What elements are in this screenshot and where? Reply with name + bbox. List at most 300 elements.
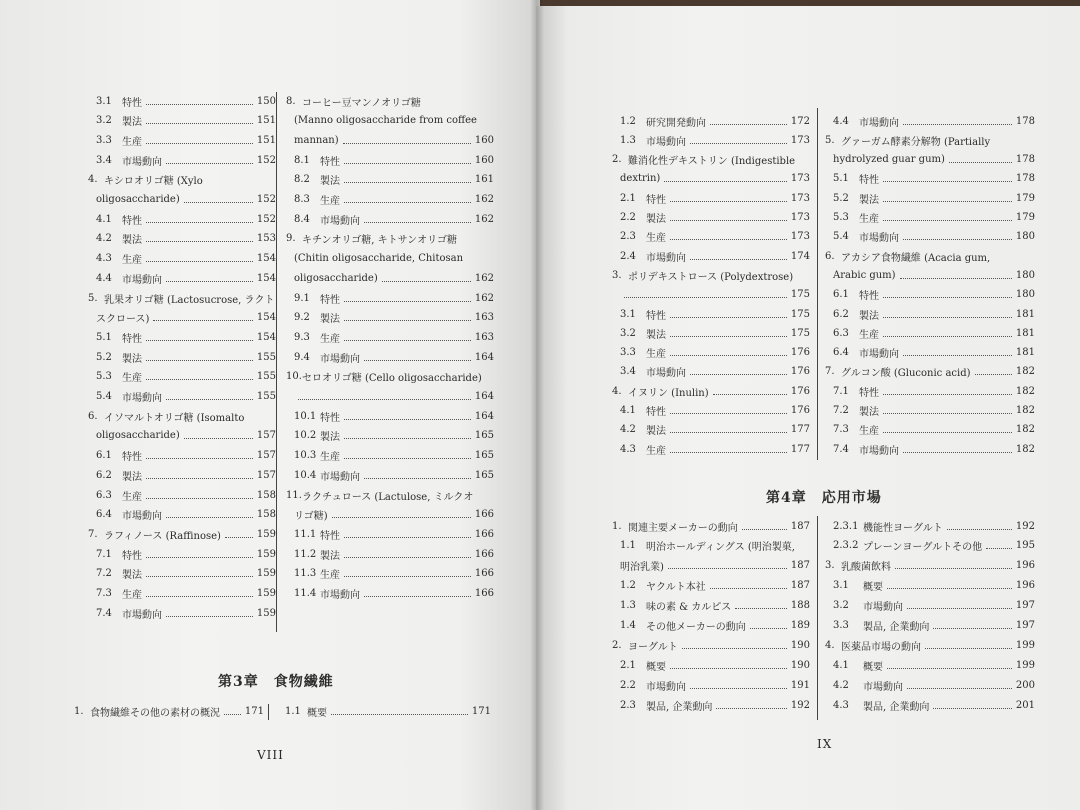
toc-entry <box>620 324 810 342</box>
toc-entry-title: 生産 <box>122 255 142 267</box>
toc-leader-dots <box>298 399 471 400</box>
toc-entry-number: 6.2 <box>96 469 112 481</box>
toc-entry-page: 162 <box>474 213 494 225</box>
toc-entry <box>620 676 810 694</box>
toc-entry-page: 172 <box>790 115 810 127</box>
toc-leader-dots <box>907 608 1012 609</box>
toc-leader-dots <box>166 616 253 617</box>
toc-entry-number: 10.4 <box>294 469 317 481</box>
toc-entry-number: 7.3 <box>833 424 849 436</box>
toc-entry-page: 173 <box>790 173 810 185</box>
toc-entry <box>294 506 494 524</box>
toc-entry-page: 177 <box>790 424 810 436</box>
toc-entry-title: 特性 <box>122 215 142 227</box>
toc-entry-number: 6.2 <box>833 308 849 320</box>
toc-leader-dots <box>925 648 1012 649</box>
toc-entry-page: 151 <box>256 115 276 127</box>
toc-entry-number: 8.1 <box>294 154 310 166</box>
toc-entry-title: 生産 <box>859 214 879 225</box>
toc-entry-page: 153 <box>256 233 276 245</box>
toc-entry-page: 178 <box>1015 115 1035 127</box>
toc-entry <box>833 228 1035 246</box>
toc-entry-number: 4.4 <box>833 115 849 127</box>
toc-leader-dots <box>670 432 787 433</box>
toc-entry <box>88 171 276 189</box>
toc-entry-page: 164 <box>474 351 494 363</box>
toc-entry-number: 3. <box>612 269 622 281</box>
toc-entry-page: 180 <box>1015 231 1035 243</box>
toc-entry-title: 市場動向 <box>320 590 360 601</box>
toc-entry-title: 概要 <box>863 661 883 673</box>
toc-entry-page: 196 <box>1015 560 1035 572</box>
toc-entry <box>285 702 491 720</box>
toc-entry <box>833 517 1035 535</box>
toc-entry-number: 7.4 <box>833 443 849 455</box>
page-number-left: VIII <box>257 748 284 762</box>
toc-entry <box>294 210 494 228</box>
toc-entry-page: 190 <box>790 639 810 651</box>
toc-entry-number: 5.2 <box>833 192 849 204</box>
toc-entry-page: 152 <box>256 154 276 166</box>
toc-entry <box>833 402 1035 420</box>
toc-entry-page: 161 <box>474 174 494 186</box>
toc-entry-title: 市場動向 <box>122 511 162 523</box>
toc-entry-title: ラフィノース (Raffinose) <box>104 530 221 542</box>
toc-entry-title: スクロース) <box>96 314 150 326</box>
toc-entry <box>294 309 494 327</box>
toc-entry-title: 製法 <box>122 570 142 582</box>
toc-leader-dots <box>146 458 253 459</box>
toc-entry-title: 生産 <box>320 333 340 345</box>
toc-leader-dots <box>670 336 787 337</box>
toc-entry-page: 199 <box>1015 659 1035 671</box>
toc-entry <box>96 92 276 110</box>
toc-entry <box>96 309 276 327</box>
toc-leader-dots <box>690 374 787 375</box>
toc-entry-number: 6. <box>825 250 835 262</box>
toc-leader-dots <box>146 379 253 380</box>
toc-leader-dots <box>903 239 1012 240</box>
toc-entry-page: 159 <box>256 548 276 560</box>
toc-leader-dots <box>713 394 787 395</box>
toc-entry-title: 製法 <box>122 235 142 247</box>
toc-entry <box>96 604 276 622</box>
toc-entry-number: 6.4 <box>96 509 112 521</box>
toc-entry-number: 3.4 <box>620 366 636 378</box>
toc-leader-dots <box>710 124 787 125</box>
toc-entry <box>294 348 494 366</box>
toc-entry <box>620 209 810 227</box>
toc-entry-title: 生産 <box>320 196 340 207</box>
toc-entry-title: 市場動向 <box>122 274 162 286</box>
toc-leader-dots <box>364 596 471 597</box>
toc-entry-page: 154 <box>256 253 276 265</box>
toc-leader-dots <box>343 143 471 144</box>
toc-entry-number: 5.2 <box>96 351 112 363</box>
toc-leader-dots <box>887 588 1012 589</box>
toc-entry <box>825 557 1035 575</box>
toc-entry-page: 192 <box>1015 520 1035 532</box>
toc-entry <box>294 585 494 603</box>
toc-leader-dots <box>166 399 253 400</box>
toc-entry-page: 190 <box>790 659 810 671</box>
toc-leader-dots <box>146 557 253 558</box>
toc-entry <box>294 171 494 189</box>
toc-entry-page: 174 <box>790 250 810 262</box>
toc-entry-page: 171 <box>471 705 491 717</box>
toc-entry-number: 4.2 <box>620 424 636 436</box>
toc-entry-page: 196 <box>1015 580 1035 592</box>
toc-leader-dots <box>690 143 787 144</box>
toc-entry-title: 製法 <box>122 471 142 483</box>
toc-entry <box>612 382 810 400</box>
toc-entry <box>286 486 494 504</box>
toc-entry-number: 3.4 <box>96 154 112 166</box>
toc-entry-page: 173 <box>790 212 810 223</box>
toc-entry-title: イソマルトオリゴ糖 (Isomalto <box>104 412 245 424</box>
toc-entry-number: 3.1 <box>833 580 849 592</box>
toc-entry-number: 11.1 <box>294 528 317 540</box>
toc-leader-dots <box>903 452 1012 453</box>
toc-entry-title: イヌリン (Inulin) <box>628 387 709 399</box>
toc-entry-page: 164 <box>474 410 494 422</box>
toc-leader-dots <box>690 259 787 260</box>
toc-entry-title: 特性 <box>122 333 142 345</box>
toc-leader-dots <box>344 320 471 321</box>
toc-entry-title: 生産 <box>122 590 142 601</box>
toc-entry <box>96 328 276 346</box>
toc-entry <box>620 696 810 714</box>
toc-leader-dots <box>903 124 1012 125</box>
toc-leader-dots <box>344 419 471 420</box>
toc-entry <box>620 305 810 323</box>
toc-leader-dots <box>670 452 787 453</box>
toc-entry-page: 178 <box>1015 173 1035 185</box>
toc-entry-page: 157 <box>256 450 276 462</box>
toc-entry <box>620 421 810 439</box>
toc-entry <box>96 191 276 209</box>
left-column-divider <box>276 92 277 632</box>
toc-entry <box>833 577 1035 595</box>
toc-entry-page: 163 <box>474 312 494 324</box>
toc-leader-dots <box>933 628 1012 629</box>
toc-entry-title: 特性 <box>859 387 879 399</box>
toc-leader-dots <box>883 336 1012 337</box>
toc-entry-page: 166 <box>474 588 494 599</box>
toc-entry-title: 製法 <box>646 214 666 225</box>
toc-entry-number: 11.3 <box>294 568 317 580</box>
toc-leader-dots <box>986 548 1012 549</box>
toc-entry-page: 176 <box>790 347 810 359</box>
toc-entry <box>833 209 1035 227</box>
toc-entry <box>96 388 276 406</box>
toc-entry-title: 明治乳業) <box>620 562 664 574</box>
toc-entry-number: 4.4 <box>96 272 112 284</box>
toc-entry <box>294 131 494 149</box>
toc-entry <box>825 636 1035 654</box>
toc-leader-dots <box>735 608 787 609</box>
toc-entry-title: 市場動向 <box>859 349 899 361</box>
toc-leader-dots <box>146 123 253 124</box>
toc-entry-number: 7.2 <box>96 568 112 580</box>
toc-entry <box>620 656 810 674</box>
toc-leader-dots <box>332 517 471 518</box>
toc-entry-number: 6.3 <box>833 327 849 339</box>
toc-entry-number: 2.3 <box>620 699 636 711</box>
toc-entry <box>612 266 810 284</box>
toc-leader-dots <box>184 438 253 439</box>
toc-entry-number: 7.1 <box>833 385 849 397</box>
toc-entry-number: 1.3 <box>620 134 636 146</box>
toc-entry <box>294 250 494 268</box>
toc-entry-page: 154 <box>256 272 276 284</box>
toc-leader-dots <box>690 688 787 689</box>
toc-entry-title: oligosaccharide) <box>294 272 378 284</box>
toc-entry-number: 2.3.1 <box>833 520 859 532</box>
toc-entry-page: 197 <box>1015 620 1035 631</box>
toc-entry-page: 176 <box>790 405 810 416</box>
toc-entry-title: 特性 <box>859 291 879 303</box>
toc-entry <box>96 545 276 563</box>
toc-entry <box>96 269 276 287</box>
toc-entry-page: 159 <box>256 528 276 540</box>
right-column-divider-bottom <box>817 516 818 720</box>
toc-entry <box>620 537 810 555</box>
toc-entry-title: 製法 <box>859 194 879 206</box>
toc-entry-page: 201 <box>1015 699 1035 711</box>
toc-entry-number: 4. <box>612 385 622 397</box>
toc-entry <box>294 565 494 583</box>
toc-entry <box>833 382 1035 400</box>
toc-entry-page: 192 <box>790 699 810 711</box>
toc-entry-page: 150 <box>256 95 276 107</box>
toc-leader-dots <box>883 394 1012 395</box>
toc-entry-title: 特性 <box>122 452 142 464</box>
toc-entry-page: 189 <box>790 620 810 631</box>
toc-entry <box>833 344 1035 362</box>
toc-entry-number: 2.1 <box>620 192 636 204</box>
toc-entry-page: 182 <box>1015 443 1035 455</box>
toc-entry-page: 164 <box>474 391 494 402</box>
chapter-3-heading: 第3章 食物繊維 <box>218 674 334 690</box>
toc-entry-title: 製法 <box>320 550 340 562</box>
toc-leader-dots <box>670 220 787 221</box>
toc-entry-page: 179 <box>1015 192 1035 204</box>
toc-entry-number: 2. <box>612 639 622 651</box>
toc-leader-dots <box>364 222 471 223</box>
toc-leader-dots <box>146 498 253 499</box>
toc-entry-number: 1.4 <box>620 620 636 631</box>
toc-leader-dots <box>344 576 471 577</box>
toc-entry-title: ヤクルト本社 <box>646 582 706 594</box>
toc-entry-number: 4.3 <box>96 253 112 265</box>
toc-leader-dots <box>883 413 1012 414</box>
page-number-right: IX <box>817 737 833 751</box>
toc-entry-title: 研究開発動向 <box>646 117 706 129</box>
toc-leader-dots <box>887 668 1012 669</box>
toc-entry-title: 機能性ヨーグルト <box>863 522 943 534</box>
toc-entry-number: 5.4 <box>833 231 849 243</box>
toc-entry-title: (Manno oligosaccharide from coffee <box>294 115 477 127</box>
toc-entry-title: 関連主要メーカーの動向 <box>628 522 738 534</box>
toc-entry-number: 8.4 <box>294 213 310 225</box>
toc-entry-title: 明治ホールディングス (明治製菓, <box>646 542 795 554</box>
toc-entry-title: 製法 <box>122 353 142 365</box>
toc-leader-dots <box>166 163 253 164</box>
toc-entry-number: 5.3 <box>833 212 849 223</box>
toc-leader-dots <box>883 181 1012 182</box>
toc-entry <box>620 228 810 246</box>
toc-entry-title: oligosaccharide) <box>96 430 180 442</box>
toc-entry-number: 2.1 <box>620 659 636 671</box>
toc-entry-title: mannan) <box>294 134 339 146</box>
toc-entry-number: 6.4 <box>833 347 849 359</box>
toc-entry-title: アカシア食物繊維 (Acacia gum, <box>841 252 991 264</box>
toc-entry-title: 生産 <box>122 373 142 385</box>
toc-entry-page: 176 <box>790 366 810 378</box>
toc-entry-number: 2.4 <box>620 250 636 262</box>
toc-entry-title: 難消化性デキストリン (Indigestible <box>628 156 796 168</box>
toc-leader-dots <box>344 537 471 538</box>
toc-entry-number: 7. <box>88 528 98 540</box>
toc-entry-page: 182 <box>1015 366 1035 378</box>
toc-leader-dots <box>146 143 253 144</box>
toc-entry <box>620 440 810 458</box>
toc-leader-dots <box>883 297 1012 298</box>
toc-entry-page: 155 <box>256 391 276 402</box>
toc-entry-title: 特性 <box>320 294 340 306</box>
toc-entry <box>96 368 276 386</box>
toc-entry-number: 2. <box>612 154 622 166</box>
toc-entry-title: 特性 <box>122 97 142 109</box>
toc-entry-number: 2.3.2 <box>833 540 859 552</box>
toc-entry <box>286 230 494 248</box>
right-page <box>536 6 1080 810</box>
toc-entry-title: 食物繊維その他の素材の概況 <box>90 707 220 719</box>
toc-entry-page: 157 <box>256 430 276 442</box>
toc-entry <box>620 557 810 575</box>
toc-entry <box>96 131 276 149</box>
toc-entry-title: 市場動向 <box>122 393 162 404</box>
toc-leader-dots <box>146 576 253 577</box>
toc-entry-title: 特性 <box>646 310 666 322</box>
toc-entry-page: 159 <box>256 568 276 580</box>
toc-entry-title: 医薬品市場の動向 <box>841 641 921 653</box>
toc-entry <box>96 151 276 169</box>
toc-entry-number: 7.4 <box>96 607 112 619</box>
toc-entry-page: 157 <box>256 469 276 481</box>
toc-leader-dots <box>670 413 787 414</box>
toc-entry-title: 製法 <box>859 310 879 322</box>
toc-entry-title: 概要 <box>646 661 666 673</box>
toc-entry-number: 6.3 <box>96 489 112 501</box>
toc-entry <box>294 407 494 425</box>
toc-entry-page: 166 <box>474 509 494 521</box>
toc-entry-page: 163 <box>474 331 494 343</box>
toc-entry <box>294 388 494 406</box>
toc-entry-number: 5. <box>88 292 98 304</box>
toc-entry-number: 10.1 <box>294 410 317 422</box>
toc-leader-dots <box>903 355 1012 356</box>
toc-entry-title: 特性 <box>320 530 340 542</box>
toc-leader-dots <box>682 648 787 649</box>
toc-entry-number: 6. <box>88 410 98 422</box>
toc-entry-page: 165 <box>474 469 494 481</box>
toc-entry-number: 9. <box>286 233 296 245</box>
toc-entry <box>620 363 810 381</box>
toc-entry <box>96 486 276 504</box>
toc-entry-title: その他メーカーの動向 <box>646 622 746 633</box>
toc-entry-title: dextrin) <box>620 173 661 185</box>
toc-entry-page: 182 <box>1015 385 1035 397</box>
toc-entry-number: 4.1 <box>620 405 636 416</box>
toc-leader-dots <box>670 201 787 202</box>
toc-entry-number: 9.1 <box>294 292 310 304</box>
toc-entry-number: 1.2 <box>620 580 636 592</box>
toc-entry <box>620 189 810 207</box>
toc-entry-title: グァーガム酵素分解物 (Partially <box>841 136 991 148</box>
toc-entry-title: 味の素 & カルピス <box>646 602 732 614</box>
toc-leader-dots <box>664 181 787 182</box>
toc-entry-title: 特性 <box>320 156 340 168</box>
toc-entry-title: 製品, 企業動向 <box>863 701 930 713</box>
toc-leader-dots <box>933 708 1012 709</box>
toc-entry <box>612 151 810 169</box>
toc-entry-title: 市場動向 <box>320 215 360 227</box>
toc-entry <box>88 407 276 425</box>
toc-entry-number: 5.1 <box>96 331 112 343</box>
toc-entry-title: キシロオリゴ糖 (Xylo <box>104 176 203 188</box>
toc-entry-page: 173 <box>790 192 810 204</box>
toc-entry-number: 8.3 <box>294 194 310 205</box>
toc-entry-title: 製法 <box>646 426 666 438</box>
toc-entry-page: 152 <box>256 194 276 205</box>
toc-entry-number: 11. <box>286 489 302 501</box>
toc-leader-dots <box>624 297 787 298</box>
toc-leader-dots <box>225 537 253 538</box>
toc-entry-title: 市場動向 <box>863 681 903 693</box>
toc-entry <box>833 286 1035 304</box>
toc-leader-dots <box>949 162 1012 163</box>
toc-entry-title: 概要 <box>863 582 883 594</box>
toc-leader-dots <box>895 568 1012 569</box>
toc-entry-title: 乳果オリゴ糖 (Lactosucrose, ラクト <box>104 294 275 306</box>
toc-entry <box>833 597 1035 615</box>
toc-entry <box>294 151 494 169</box>
toc-entry <box>833 617 1035 635</box>
toc-entry <box>833 421 1035 439</box>
toc-entry-number: 10.3 <box>294 450 317 462</box>
toc-entry-number: 11.2 <box>294 548 317 560</box>
toc-entry <box>286 368 494 386</box>
toc-entry <box>833 676 1035 694</box>
chapter-4-heading: 第4章 応用市場 <box>766 490 882 506</box>
toc-entry <box>825 363 1035 381</box>
toc-leader-dots <box>344 458 471 459</box>
toc-leader-dots <box>364 360 471 361</box>
toc-entry-page: 154 <box>256 331 276 343</box>
toc-entry-page: 182 <box>1015 405 1035 416</box>
toc-entry-title: 製法 <box>859 407 879 418</box>
toc-leader-dots <box>146 261 253 262</box>
toc-entry-title: ポリデキストロース (Polydextrose) <box>628 271 794 283</box>
toc-entry-title: 生産 <box>859 426 879 438</box>
toc-entry-title: 市場動向 <box>320 471 360 483</box>
toc-entry-page: 179 <box>1015 212 1035 223</box>
toc-entry-page: 181 <box>1015 327 1035 339</box>
toc-entry-number: 4.2 <box>833 679 849 691</box>
toc-entry-number: 3.3 <box>96 134 112 146</box>
